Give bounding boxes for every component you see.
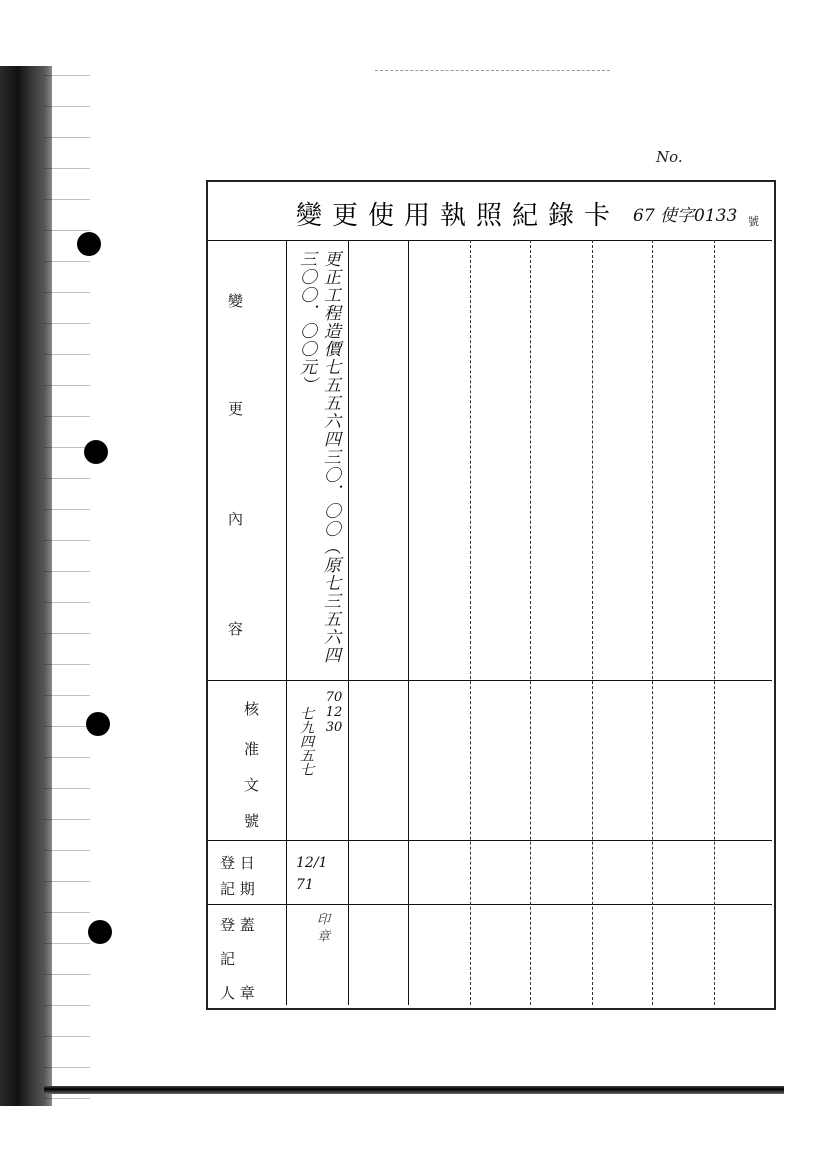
- punch-hole: [86, 712, 110, 736]
- label-change-1: 變: [228, 292, 244, 310]
- column-divider: [652, 240, 653, 1005]
- label-approval-2: 准: [244, 740, 260, 758]
- approval-number-entry: 七九四五七: [298, 706, 314, 776]
- punch-hole: [77, 232, 101, 256]
- label-change-3: 內: [228, 510, 244, 528]
- record-card: [206, 180, 776, 1010]
- title-rule: [207, 240, 772, 241]
- column-divider: [592, 240, 593, 1005]
- card-title: 變更使用執照紀錄卡: [296, 201, 621, 231]
- binding-shadow: [44, 66, 90, 1106]
- column-divider: [408, 240, 409, 1005]
- change-content-entry: 更正工程造價七五五六四三〇．〇〇（原七三五六四三〇〇．〇〇元）: [296, 250, 340, 664]
- label-approval-4: 號: [244, 812, 260, 830]
- label-seal-2: 記: [220, 950, 236, 968]
- label-approval-1: 核: [244, 700, 260, 718]
- date-rule: [207, 904, 772, 905]
- column-divider: [348, 240, 349, 1005]
- column-divider: [470, 240, 471, 1005]
- label-divider: [286, 240, 287, 1005]
- registrar-seal-entry: 印 章: [314, 912, 329, 943]
- label-approval-3: 文: [244, 776, 260, 794]
- register-date-entry: 12/1 71: [296, 855, 328, 893]
- page-bottom-edge: [44, 1086, 784, 1094]
- top-scan-line: [375, 70, 610, 72]
- page-number-mark: No.: [656, 148, 683, 166]
- label-seal-1: 登 蓋: [220, 916, 255, 934]
- file-number: 67 使字0133: [633, 206, 738, 226]
- approval-date-entry: 70 12 30: [325, 690, 343, 735]
- label-date-2: 記 期: [220, 880, 255, 898]
- file-number-suffix: 號: [748, 215, 759, 228]
- label-seal-3: 人 章: [220, 984, 255, 1002]
- column-divider: [530, 240, 531, 1005]
- content-rule: [207, 680, 772, 681]
- label-date-1: 登 日: [220, 854, 255, 872]
- punch-hole: [88, 920, 112, 944]
- column-divider: [714, 240, 715, 1005]
- punch-hole: [84, 440, 108, 464]
- approval-rule: [207, 840, 772, 841]
- label-change-4: 容: [228, 620, 244, 638]
- label-change-2: 更: [228, 400, 244, 418]
